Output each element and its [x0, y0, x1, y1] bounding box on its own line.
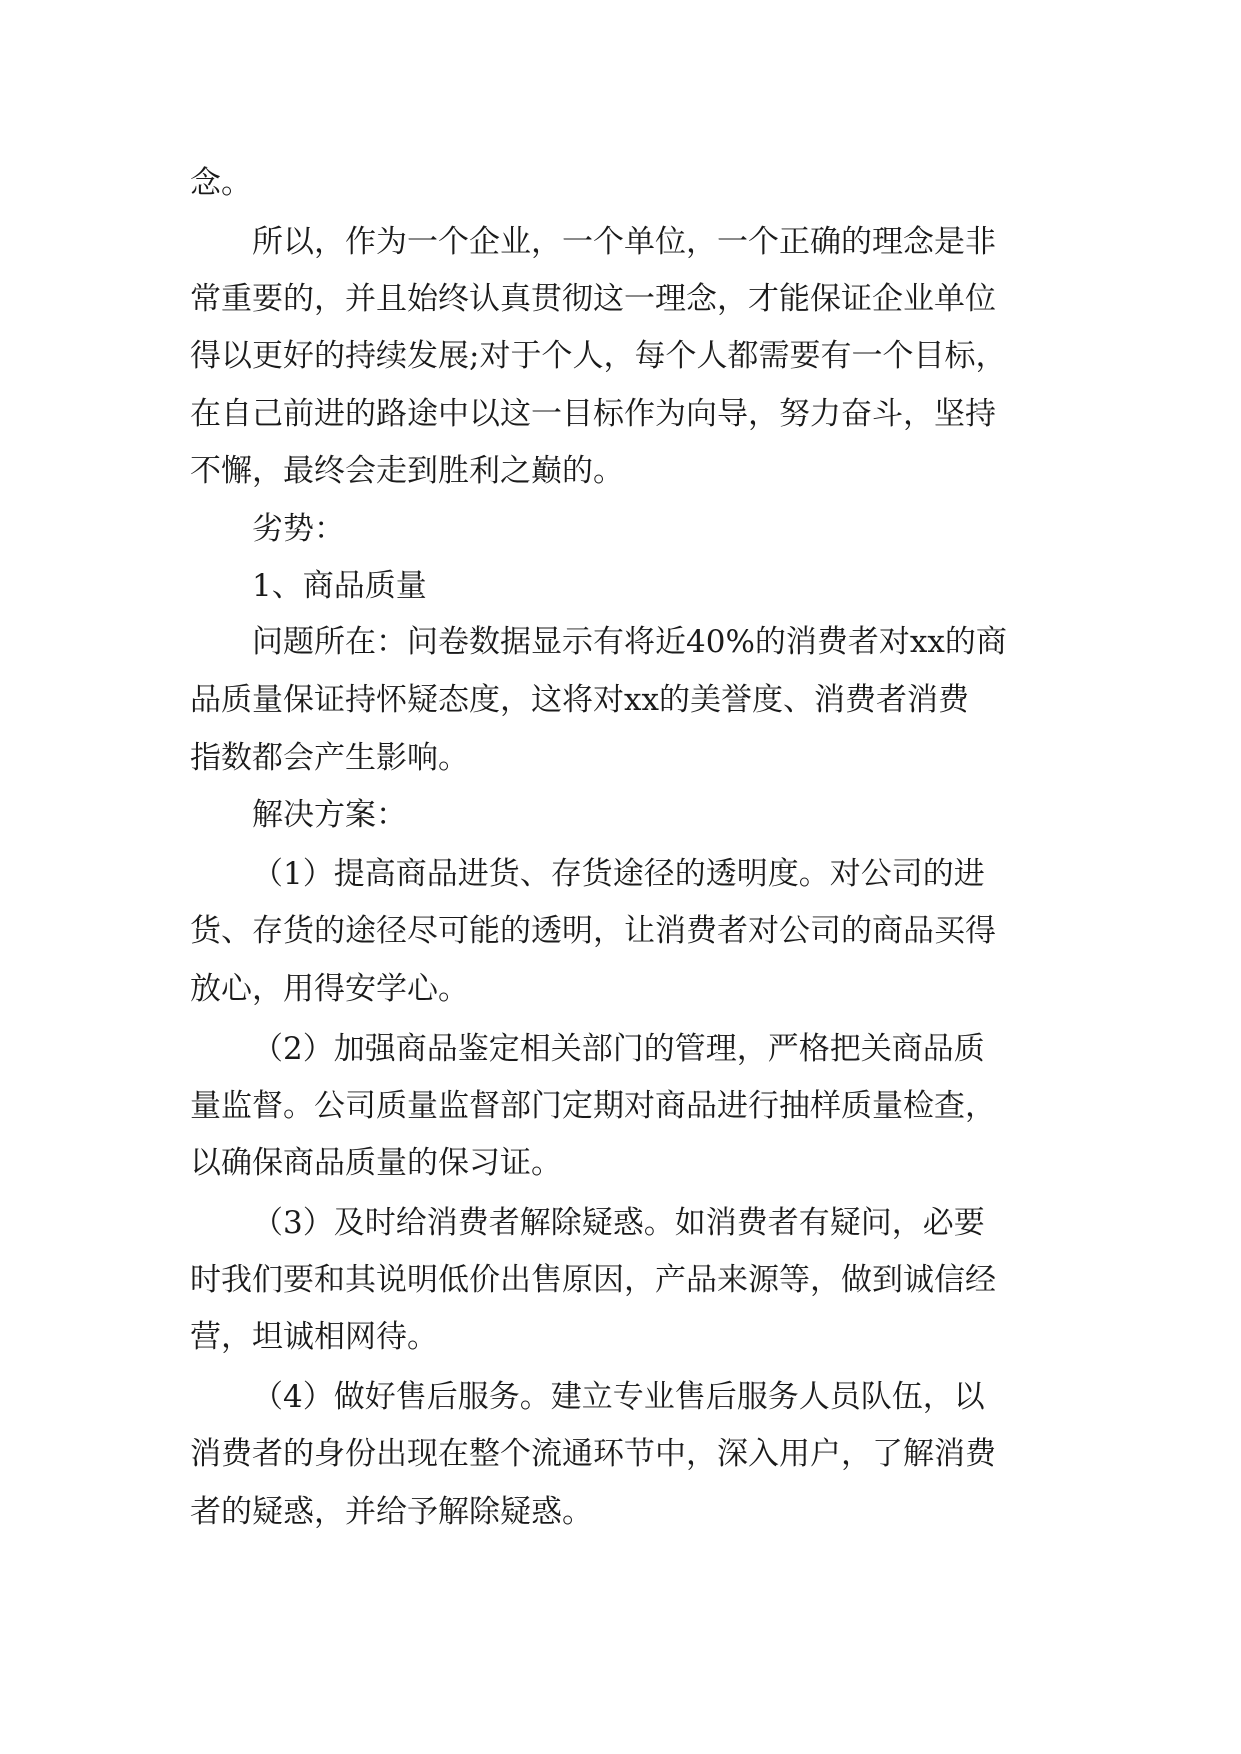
text-line-1: 念。	[190, 165, 252, 201]
text-line-4: 得以更好的持续发展;对于个人，每个人都需要有一个目标，	[190, 338, 1007, 374]
text-line-22: （4）做好售后服务。建立专业售后服务人员队伍，以	[252, 1379, 985, 1415]
text-line-7: 劣势：	[252, 511, 345, 547]
text-line-23: 消费者的身份出现在整个流通环节中，深入用户，了解消费	[190, 1436, 996, 1472]
text-line-12: 解决方案：	[252, 797, 407, 833]
text-line-5: 在自己前进的路途中以这一目标作为向导，努力奋斗，坚持	[190, 396, 996, 432]
text-line-9: 问题所在：问卷数据显示有将近40%的消费者对xx的商	[252, 624, 1007, 660]
text-line-10: 品质量保证持怀疑态度，这将对xx的美誉度、消费者消费	[190, 682, 969, 718]
text-line-19: （3）及时给消费者解除疑惑。如消费者有疑问，必要	[252, 1205, 985, 1241]
text-line-15: 放心，用得安学心。	[190, 971, 469, 1007]
text-line-24: 者的疑惑，并给予解除疑惑。	[190, 1494, 593, 1530]
text-line-2: 所以，作为一个企业，一个单位，一个正确的理念是非	[252, 224, 996, 260]
text-line-21: 营，坦诚相网待。	[190, 1319, 438, 1355]
text-line-6: 不懈，最终会走到胜利之巅的。	[190, 453, 624, 489]
text-line-14: 货、存货的途径尽可能的透明，让消费者对公司的商品买得	[190, 913, 996, 949]
text-line-20: 时我们要和其说明低价出售原因，产品来源等，做到诚信经	[190, 1262, 996, 1298]
text-line-13: （1）提高商品进货、存货途径的透明度。对公司的进	[252, 856, 985, 892]
text-line-8: 1、商品质量	[252, 568, 427, 604]
text-line-17: 量监督。公司质量监督部门定期对商品进行抽样质量检查，	[190, 1088, 996, 1124]
text-line-3: 常重要的，并且始终认真贯彻这一理念，才能保证企业单位	[190, 281, 996, 317]
text-line-16: （2）加强商品鉴定相关部门的管理，严格把关商品质	[252, 1031, 985, 1067]
text-line-11: 指数都会产生影响。	[190, 740, 469, 776]
text-line-18: 以确保商品质量的保习证。	[190, 1145, 562, 1181]
